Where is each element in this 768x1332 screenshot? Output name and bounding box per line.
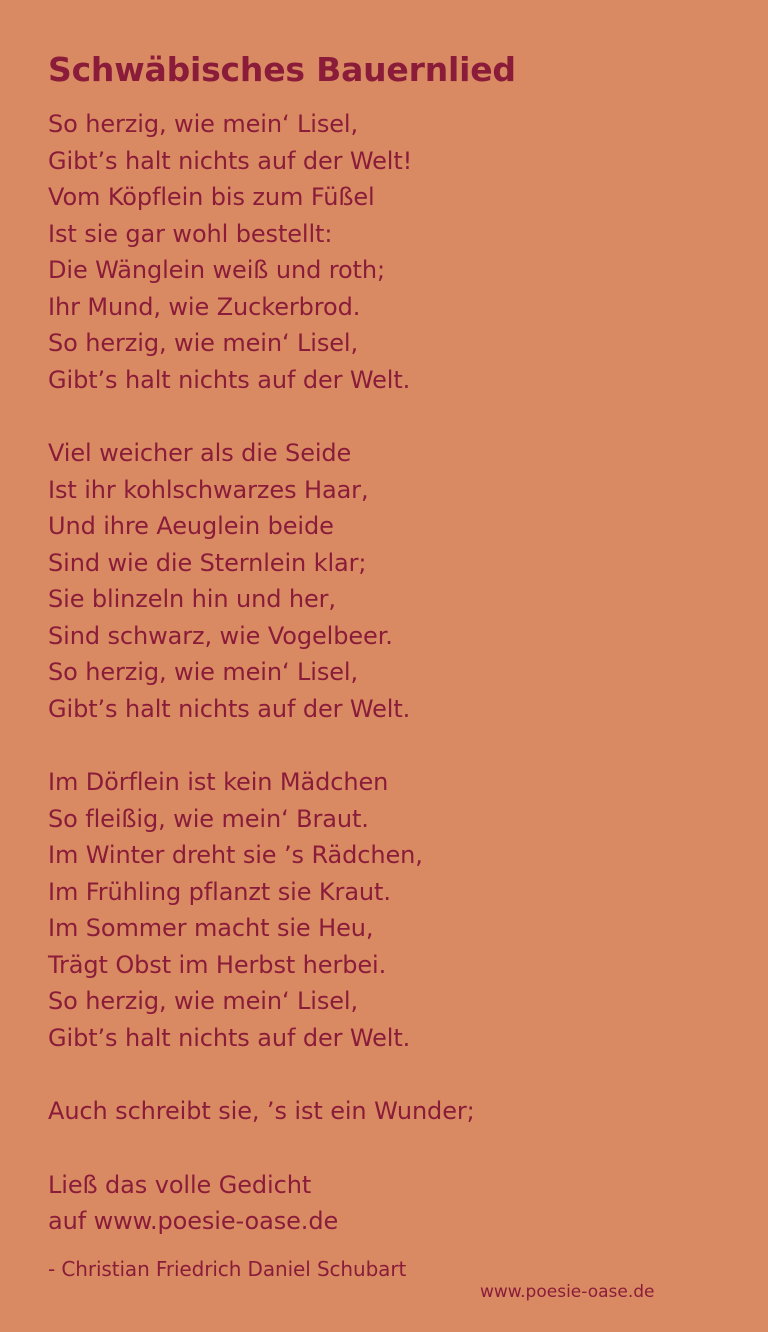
poem-line: Sie blinzeln hin und her, (48, 585, 336, 613)
poem-line: Gibt’s halt nichts auf der Welt. (48, 365, 411, 394)
read-more-link-line: auf www.poesie-oase.de (48, 1207, 339, 1235)
read-more-note (48, 1167, 475, 1240)
poem-body (48, 106, 475, 1277)
poem-line: Im Winter dreht sie ’s Rädchen, (48, 841, 423, 869)
poem-line: So fleißig, wie mein‘ Braut. (48, 804, 369, 833)
stanza-1 (48, 106, 475, 398)
poem-line: So herzig, wie mein‘ Lisel, (48, 110, 359, 138)
poem-line: Und ihre Aeuglein beide (48, 512, 334, 540)
poem-line: Gibt’s halt nichts auf der Welt! (48, 146, 413, 175)
poem-line: Gibt’s halt nichts auf der Welt. (48, 694, 411, 723)
poem-title: Schwäbisches Bauernlied (48, 50, 516, 89)
poem-line: Viel weicher als die Seide (48, 439, 352, 467)
poem-line: Im Dörflein ist kein Mädchen (48, 768, 389, 796)
poem-line: Sind schwarz, wie Vogelbeer. (48, 621, 393, 650)
poem-line: So herzig, wie mein‘ Lisel, (48, 329, 359, 357)
poem-line: So herzig, wie mein‘ Lisel, (48, 987, 359, 1015)
read-more-line: Ließ das volle Gedicht (48, 1170, 312, 1199)
poem-line: Gibt’s halt nichts auf der Welt. (48, 1023, 411, 1052)
poem-line: Ist ihr kohlschwarzes Haar, (48, 475, 369, 504)
stanza-3 (48, 764, 475, 1056)
poem-line: Ihr Mund, wie Zuckerbrod. (48, 292, 361, 321)
poem-line: Auch schreibt sie, ’s ist ein Wunder; (48, 1097, 475, 1125)
poem-line: Ist sie gar wohl bestellt: (48, 219, 333, 248)
poem-line: Vom Köpflein bis zum Füßel (48, 183, 375, 211)
poem-line: Im Frühling pflanzt sie Kraut. (48, 877, 391, 906)
poem-line: Sind wie die Sternlein klar; (48, 548, 367, 577)
poem-line: Trägt Obst im Herbst herbei. (48, 950, 387, 979)
poem-line: Im Sommer macht sie Heu, (48, 914, 374, 942)
website-watermark: www.poesie-oase.de (480, 1282, 655, 1302)
poem-author: - Christian Friedrich Daniel Schubart (48, 1257, 407, 1281)
poem-line: So herzig, wie mein‘ Lisel, (48, 658, 359, 686)
stanza-4 (48, 1093, 475, 1130)
poem-line: Die Wänglein weiß und roth; (48, 256, 385, 284)
stanza-2 (48, 435, 475, 727)
